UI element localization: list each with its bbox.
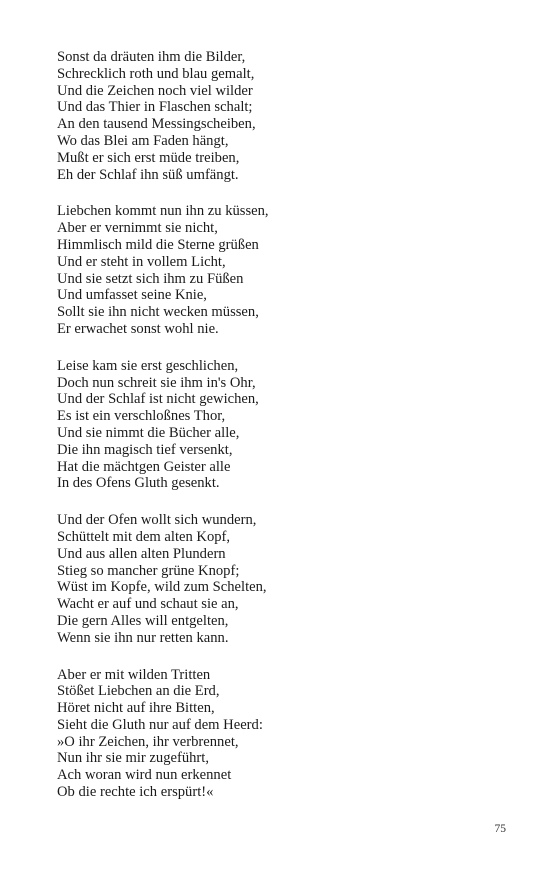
poem-line: Aber er vernimmt sie nicht, — [57, 220, 218, 237]
poem-line: Sonst da dräuten ihm die Bilder, — [57, 49, 246, 65]
poem-line: Höret nicht auf ihre Bitten, — [57, 700, 215, 717]
poem-line: Es ist ein verschloßnes Thor, — [57, 408, 226, 425]
poem-line: Und er steht in vollem Licht, — [57, 253, 226, 270]
stanza-3 — [57, 358, 497, 492]
poem-line: Und das Thier in Flaschen schalt; — [57, 99, 253, 116]
poem-line: Aber er mit wilden Tritten — [57, 666, 211, 683]
poem-line: »O ihr Zeichen, ihr verbrennet, — [57, 733, 239, 750]
poem-line: Sollt sie ihn nicht wecken müssen, — [57, 304, 259, 321]
poem-line: Wo das Blei am Faden hängt, — [57, 132, 229, 149]
poem-line: Und die Zeichen noch viel wilder — [57, 82, 253, 99]
poem-line: Stößet Liebchen an die Erd, — [57, 683, 220, 700]
poem-line: Die gern Alles will entgelten, — [57, 612, 229, 629]
poem-line: Und aus allen alten Plundern — [57, 545, 226, 562]
poem-line: Ob die rechte ich erspürt!« — [57, 784, 214, 801]
stanza-1 — [57, 49, 497, 183]
poem-line: Und der Schlaf ist nicht gewichen, — [57, 391, 259, 408]
poem-line: Wenn sie ihn nur retten kann. — [57, 629, 229, 646]
poem-line: Eh der Schlaf ihn süß umfängt. — [57, 166, 239, 183]
poem-line: Die ihn magisch tief versenkt, — [57, 441, 233, 458]
poem-line: Schüttelt mit dem alten Kopf, — [57, 528, 231, 545]
poem-line: Wüst im Kopfe, wild zum Schelten, — [57, 579, 267, 596]
stanza-2 — [57, 203, 497, 337]
poem-line: Liebchen kommt nun ihn zu küssen, — [57, 203, 269, 220]
poem-text — [57, 49, 497, 821]
poem-line: In des Ofens Gluth gesenkt. — [57, 475, 220, 492]
poem-line: Nun ihr sie mir zugeführt, — [57, 750, 209, 767]
poem-line: Und umfasset seine Knie, — [57, 287, 207, 304]
poem-line: Doch nun schreit sie ihm in's Ohr, — [57, 374, 256, 391]
poem-line: Sieht die Gluth nur auf dem Heerd: — [57, 716, 263, 733]
poem-line: Und sie nimmt die Bücher alle, — [57, 424, 240, 441]
page-number: 75 — [494, 823, 506, 835]
poem-line: Und der Ofen wollt sich wundern, — [57, 512, 257, 529]
poem-line: Er erwachet sonst wohl nie. — [57, 320, 219, 337]
stanza-5 — [57, 667, 497, 801]
poem-line: Stieg so mancher grüne Knopf; — [57, 562, 240, 579]
poem-line: Ach woran wird nun erkennet — [57, 767, 232, 784]
poem-line: An den tausend Messingscheiben, — [57, 116, 256, 133]
poem-line: Hat die mächtgen Geister alle — [57, 458, 231, 475]
poem-line: Leise kam sie erst geschlichen, — [57, 357, 239, 374]
poem-line: Und sie setzt sich ihm zu Füßen — [57, 270, 244, 287]
poem-line: Himmlisch mild die Sterne grüßen — [57, 236, 259, 253]
poem-line: Schrecklich roth und blau gemalt, — [57, 65, 255, 82]
poem-line: Wacht er auf und schaut sie an, — [57, 596, 239, 613]
stanza-4 — [57, 512, 497, 646]
poem-line: Mußt er sich erst müde treiben, — [57, 149, 240, 166]
